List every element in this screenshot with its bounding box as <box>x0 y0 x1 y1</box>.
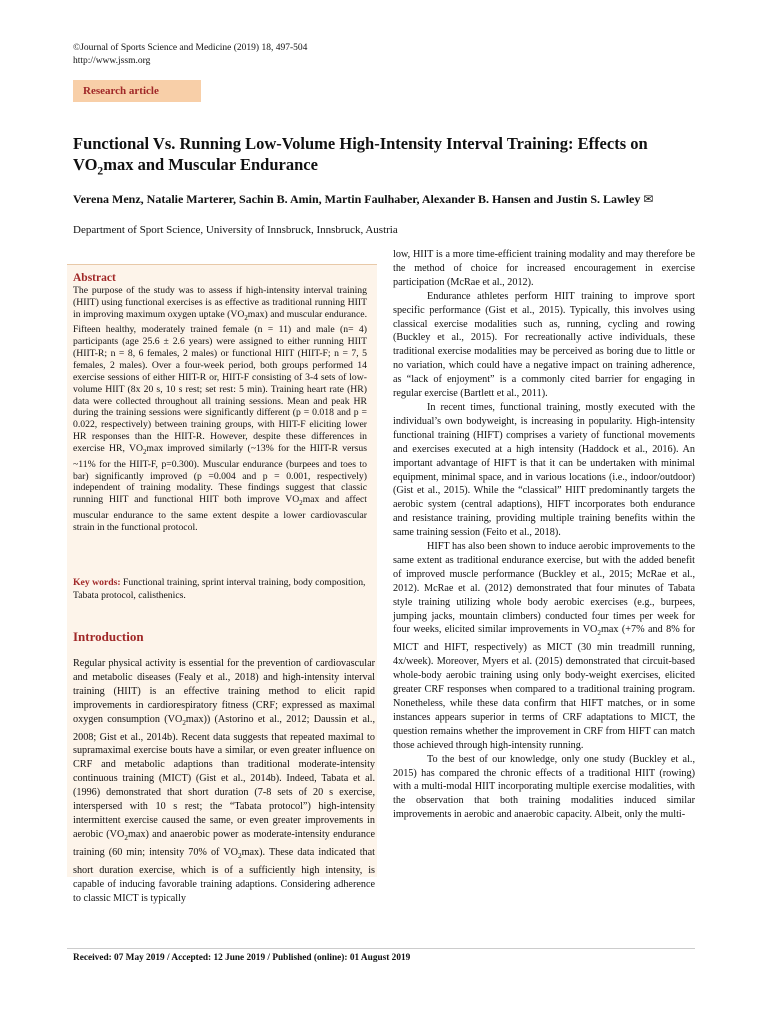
keywords-text: Functional training, sprint interval training, body composition, Tabata protocol, calisthenics. <box>73 577 366 601</box>
introduction-heading: Introduction <box>73 629 144 644</box>
paragraph: In recent times, functional training, mostly executed with the individual’s own bodyweight, is increasing in popularity. High-intensity functional training (HIFT) comprises a variety of functional movements and exercises executed at a high intensity (Haddock et al., 2016). An important advantage of HIFT is that it can be undertaken with minimal equipment, minimal space, and in various locations (i.e., indoor/outdoor) (Gist et al., 2015). While the “classical” HIIT predominantly targets the aerobic system (central adaptions), HIFT incorporates both endurance and resistance training, providing multiple training benefits within the same training session (Feito et al., 2018). <box>393 401 695 539</box>
article-title: Functional Vs. Running Low-Volume High-Intensity Interval Training: Effects on $VO_2\max$ and Muscular Endurance <box>73 134 648 178</box>
keywords <box>73 576 367 602</box>
article-type-badge: Research article <box>73 80 201 102</box>
journal-line: ©Journal of Sports Science and Medicine (2019) 18, 497-504 <box>73 43 308 53</box>
abstract-heading: Abstract <box>73 272 116 284</box>
abstract-text: The purpose of the study was to assess if high-intensity interval training (HIIT) using functional exercises is as effective as traditional running HIIT in improving maximum oxygen uptake $(VO_2\max)$ and muscular endurance. Fifteen healthy, moderately trained female (n = 11) and male (n= 4) participants (age 25.6 ± 2.6 years) were assigned to either running HIIT (HIIT-R; n = 8, 6 females, 2 males) or functional HIIT (HIIT-F; n = 7, 5 females, 2 males). Over a four-week period, both groups performed 14 exercise sessions of either HIIT-R or, HIIT-F consisting of 3-4 sets of low-volume HIIT (8x 20 s, 10 s rest; set rest: 5 min). Training heart rate (HR) data were collected throughout all training sessions. Mean and peak HR during the training sessions were significantly different (p = 0.018 and p = 0.022, respectively) between training groups, with HIIT-F eliciting lower HR responses than the HIIT-R. However, despite these differences in exercise HR, $VO_2\max$ improved similarly (~13% for the HIIT-R versus ~11% for the HIIT-F, p=0.300). Muscular endurance (burpees and toes to bar) significantly improved (p =0.004 and p = 0.001, respectively) independent of training modality. These findings suggest that classic running HIIT and functional HIIT both improve $VO_2\max$ and affect muscular endurance to the same extent despite a lower cardiovascular strain in the functional protocol. <box>73 285 368 533</box>
authors-text: Verena Menz, Natalie Marterer, Sachin B. Amin, Martin Faulhaber, Alexander B. Hansen and Justin S. Lawley <box>73 192 641 206</box>
journal-citation <box>73 42 307 68</box>
paragraph: low, HIIT is a more time-efficient training modality and may therefore be the method of choice for increased encouragement in exercise participation (McRae et al., 2012). <box>393 249 695 288</box>
paragraph: HIFT has also been shown to induce aerobic improvements to the same extent as traditional endurance exercise, but with the added benefit of improved muscle performance (Buckley et al., 2015; McRae et al., 2012). McRae et al. (2012) demonstrated that four minutes of Tabata style training utilizing whole body aerobic exercises (e.g., burpees, jumping jacks, mountain climbers) conducted four times per week for four weeks, elicited similar improvements in $VO_2\max$ (+7% and 8% for MICT and HIFT, respectively) as MICT (30 min treadmill running, 4x/week). Moreover, Myers et al. (2015) demonstrated that circuit-based whole-body aerobic training using only body-weight exercises, elicited greater CRF responses when compared to a traditional training program. Nonetheless, while these data confirm that HIFT matches, or in some instances appears superior in terms of CRF adaptations to MICT, the question remains whether the improvement in CRF from HIFT can match those achieved through high-intensity running. <box>393 541 695 751</box>
keywords-label: Key words: <box>73 577 121 588</box>
paragraph: Endurance athletes perform HIIT training to improve sport specific performance (Gist et al., 2015). Typically, this involves using classical exercise modalities such as, running, cycling and rowing (Buckley et al., 2015). For recreationally active individuals, these traditional exercise modalities may be perceived as boring due to little or no variation, which could have a negative impact on training adherence, as “lack of enjoyment” is a commonly cited barrier for engaging in regular exercise (Bartlett et al., 2011). <box>393 290 695 400</box>
envelope-icon[interactable]: ✉ <box>643 192 654 206</box>
paragraph: To the best of our knowledge, only one study (Buckley et al., 2015) has compared the chronic effects of a traditional HIIT (rowing) with a multi-modal HIIT incorporating multiple exercise modalities, with the observation that both training modalities induced similar improvements in aerobic and anaerobic capacity. Albeit, only the multi- <box>393 753 695 821</box>
affiliation: Department of Sport Science, University of Innsbruck, Innsbruck, Austria <box>73 224 398 236</box>
author-list <box>73 191 695 207</box>
right-column <box>393 248 695 822</box>
introduction-text: Regular physical activity is essential for the prevention of cardiovascular and metabolic diseases (Fealy et al., 2018) and high-intensity interval training (HIIT) is an effective training method to elicit rapid improvements in cardiorespiratory fitness (CRF; expressed as maximal oxygen consumption $(VO_2\max)$) (Astorino et al., 2012; Daussin et al., 2008; Gist et al., 2014b). Recent data suggests that repeated maximal to supramaximal exercise bouts have a similar, or even greater influence on CRF and metabolic adaptions than traditional moderate-intensity continuous training (MICT) (Gist et al., 2014b). Indeed, Tabata et al. (1996) demonstrated that short duration (7-8 sets of 20 s exercise, interspersed with 10 s rest; the “Tabata protocol”) high-intensity intermittent exercise caused the same, or even greater improvements in aerobic $(VO_2\max)$ and anaerobic power as moderate-intensity endurance training (60 min; intensity 70% of $VO_2\max$). These data indicated that short duration exercise, which is of a sufficiently high intensity, is capable of inducing favorable training adaptions. Considering adherence to classic MICT is typically <box>73 658 375 904</box>
journal-url[interactable]: http://www.jssm.org <box>73 56 151 66</box>
publication-dates: Received: 07 May 2019 / Accepted: 12 June 2019 / Published (online): 01 August 2019 <box>73 953 411 963</box>
footer-divider <box>67 948 695 949</box>
